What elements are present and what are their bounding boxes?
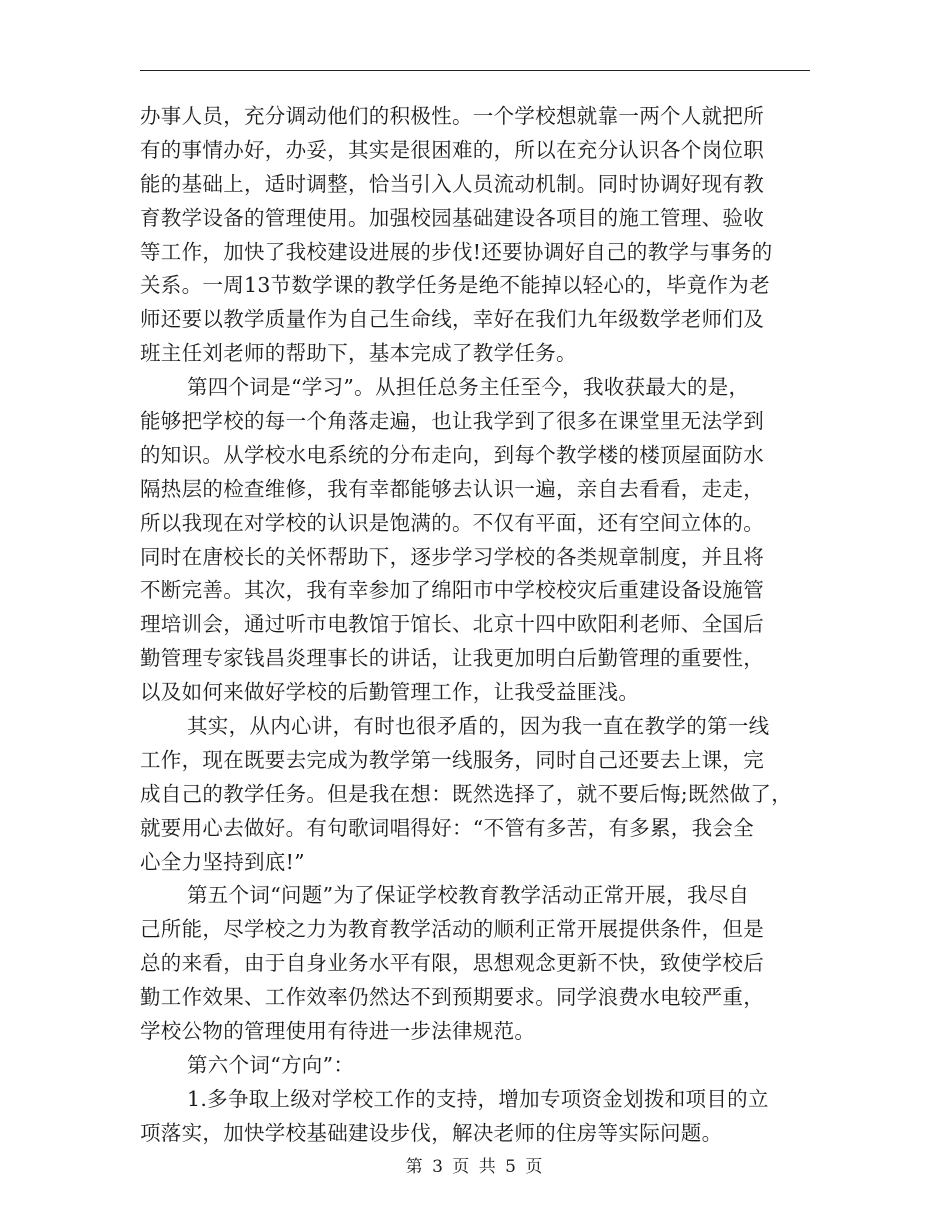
text-line: 师还要以教学质量作为自己生命线，幸好在我们九年级数学老师们及 xyxy=(140,307,764,332)
text-line: 第四个词是“学习”。从担任总务主任至今，我收获最大的是， xyxy=(187,375,750,400)
text-line: 成自己的教学任务。但是我在想：既然选择了，就不要后悔;既然做了， xyxy=(140,781,793,806)
text-line: 隔热层的检查维修，我有幸都能够去认识一遍，亲自去看看，走走， xyxy=(140,476,764,501)
text-line: 的知识。从学校水电系统的分布走向，到每个教学楼的楼顶屋面防水 xyxy=(140,442,764,467)
text-line: 能的基础上，适时调整，恰当引入人员流动机制。同时协调好现有教 xyxy=(140,171,764,196)
text-line: 等工作，加快了我校建设进展的步伐!还要协调好自己的教学与事务的 xyxy=(140,239,773,264)
text-line: 不断完善。其次，我有幸参加了绵阳市中学校校灾后重建设备设施管 xyxy=(140,578,764,603)
text-line: 勤工作效果、工作效率仍然达不到预期要求。同学浪费水电较严重， xyxy=(140,985,764,1010)
header-rule xyxy=(140,70,810,71)
text-line: 学校公物的管理使用有待进一步法律规范。 xyxy=(140,1019,536,1044)
text-line: 理培训会，通过听市电教馆于馆长、北京十四中欧阳利老师、全国后 xyxy=(140,612,764,637)
text-line: 第六个词“方向”： xyxy=(187,1052,355,1077)
text-line: 以及如何来做好学校的后勤管理工作，让我受益匪浅。 xyxy=(140,680,640,705)
text-line: 办事人员，充分调动他们的积极性。一个学校想就靠一两个人就把所 xyxy=(140,104,764,128)
text-line: 1.多争取上级对学校工作的支持，增加专项资金划拨和项目的立 xyxy=(187,1086,769,1111)
text-line: 总的来看，由于自身业务水平有限，思想观念更新不快，致使学校后 xyxy=(140,951,764,976)
text-line: 工作，现在既要去完成为教学第一线服务，同时自己还要去上课，完 xyxy=(140,747,764,772)
text-line: 其实，从内心讲，有时也很矛盾的，因为我一直在教学的第一线 xyxy=(187,714,770,739)
text-line: 就要用心去做好。有句歌词唱得好：“不管有多苦，有多累，我会全 xyxy=(140,815,754,840)
text-line: 心全力坚持到底!” xyxy=(140,849,305,874)
text-line: 关系。一周13节数学课的教学任务是绝不能掉以轻心的，毕竟作为老 xyxy=(140,273,770,298)
text-line: 项落实，加快学校基础建设步伐，解决老师的住房等实际问题。 xyxy=(140,1120,723,1145)
text-line: 第五个词“问题”为了保证学校教育教学活动正常开展，我尽自 xyxy=(187,883,750,908)
text-line: 所以我现在对学校的认识是饱满的。不仅有平面，还有空间立体的。 xyxy=(140,510,764,535)
text-line: 勤管理专家钱昌炎理事长的讲话，让我更加明白后勤管理的重要性， xyxy=(140,646,764,671)
text-line: 能够把学校的每一个角落走遍，也让我学到了很多在课堂里无法学到 xyxy=(140,409,764,434)
page-number: 第 3 页 共 5 页 xyxy=(405,1157,545,1177)
text-line: 己所能，尽学校之力为教育教学活动的顺利正常开展提供条件，但是 xyxy=(140,917,764,942)
text-line: 有的事情办好，办妥，其实是很困难的，所以在充分认识各个岗位职 xyxy=(140,137,764,162)
text-line: 班主任刘老师的帮助下，基本完成了教学任务。 xyxy=(140,341,577,366)
text-line: 育教学设备的管理使用。加强校园基础建设各项目的施工管理、验收 xyxy=(140,205,764,230)
text-line: 同时在唐校长的关怀帮助下，逐步学习学校的各类规章制度，并且将 xyxy=(140,544,764,569)
document-body xyxy=(140,100,820,1151)
